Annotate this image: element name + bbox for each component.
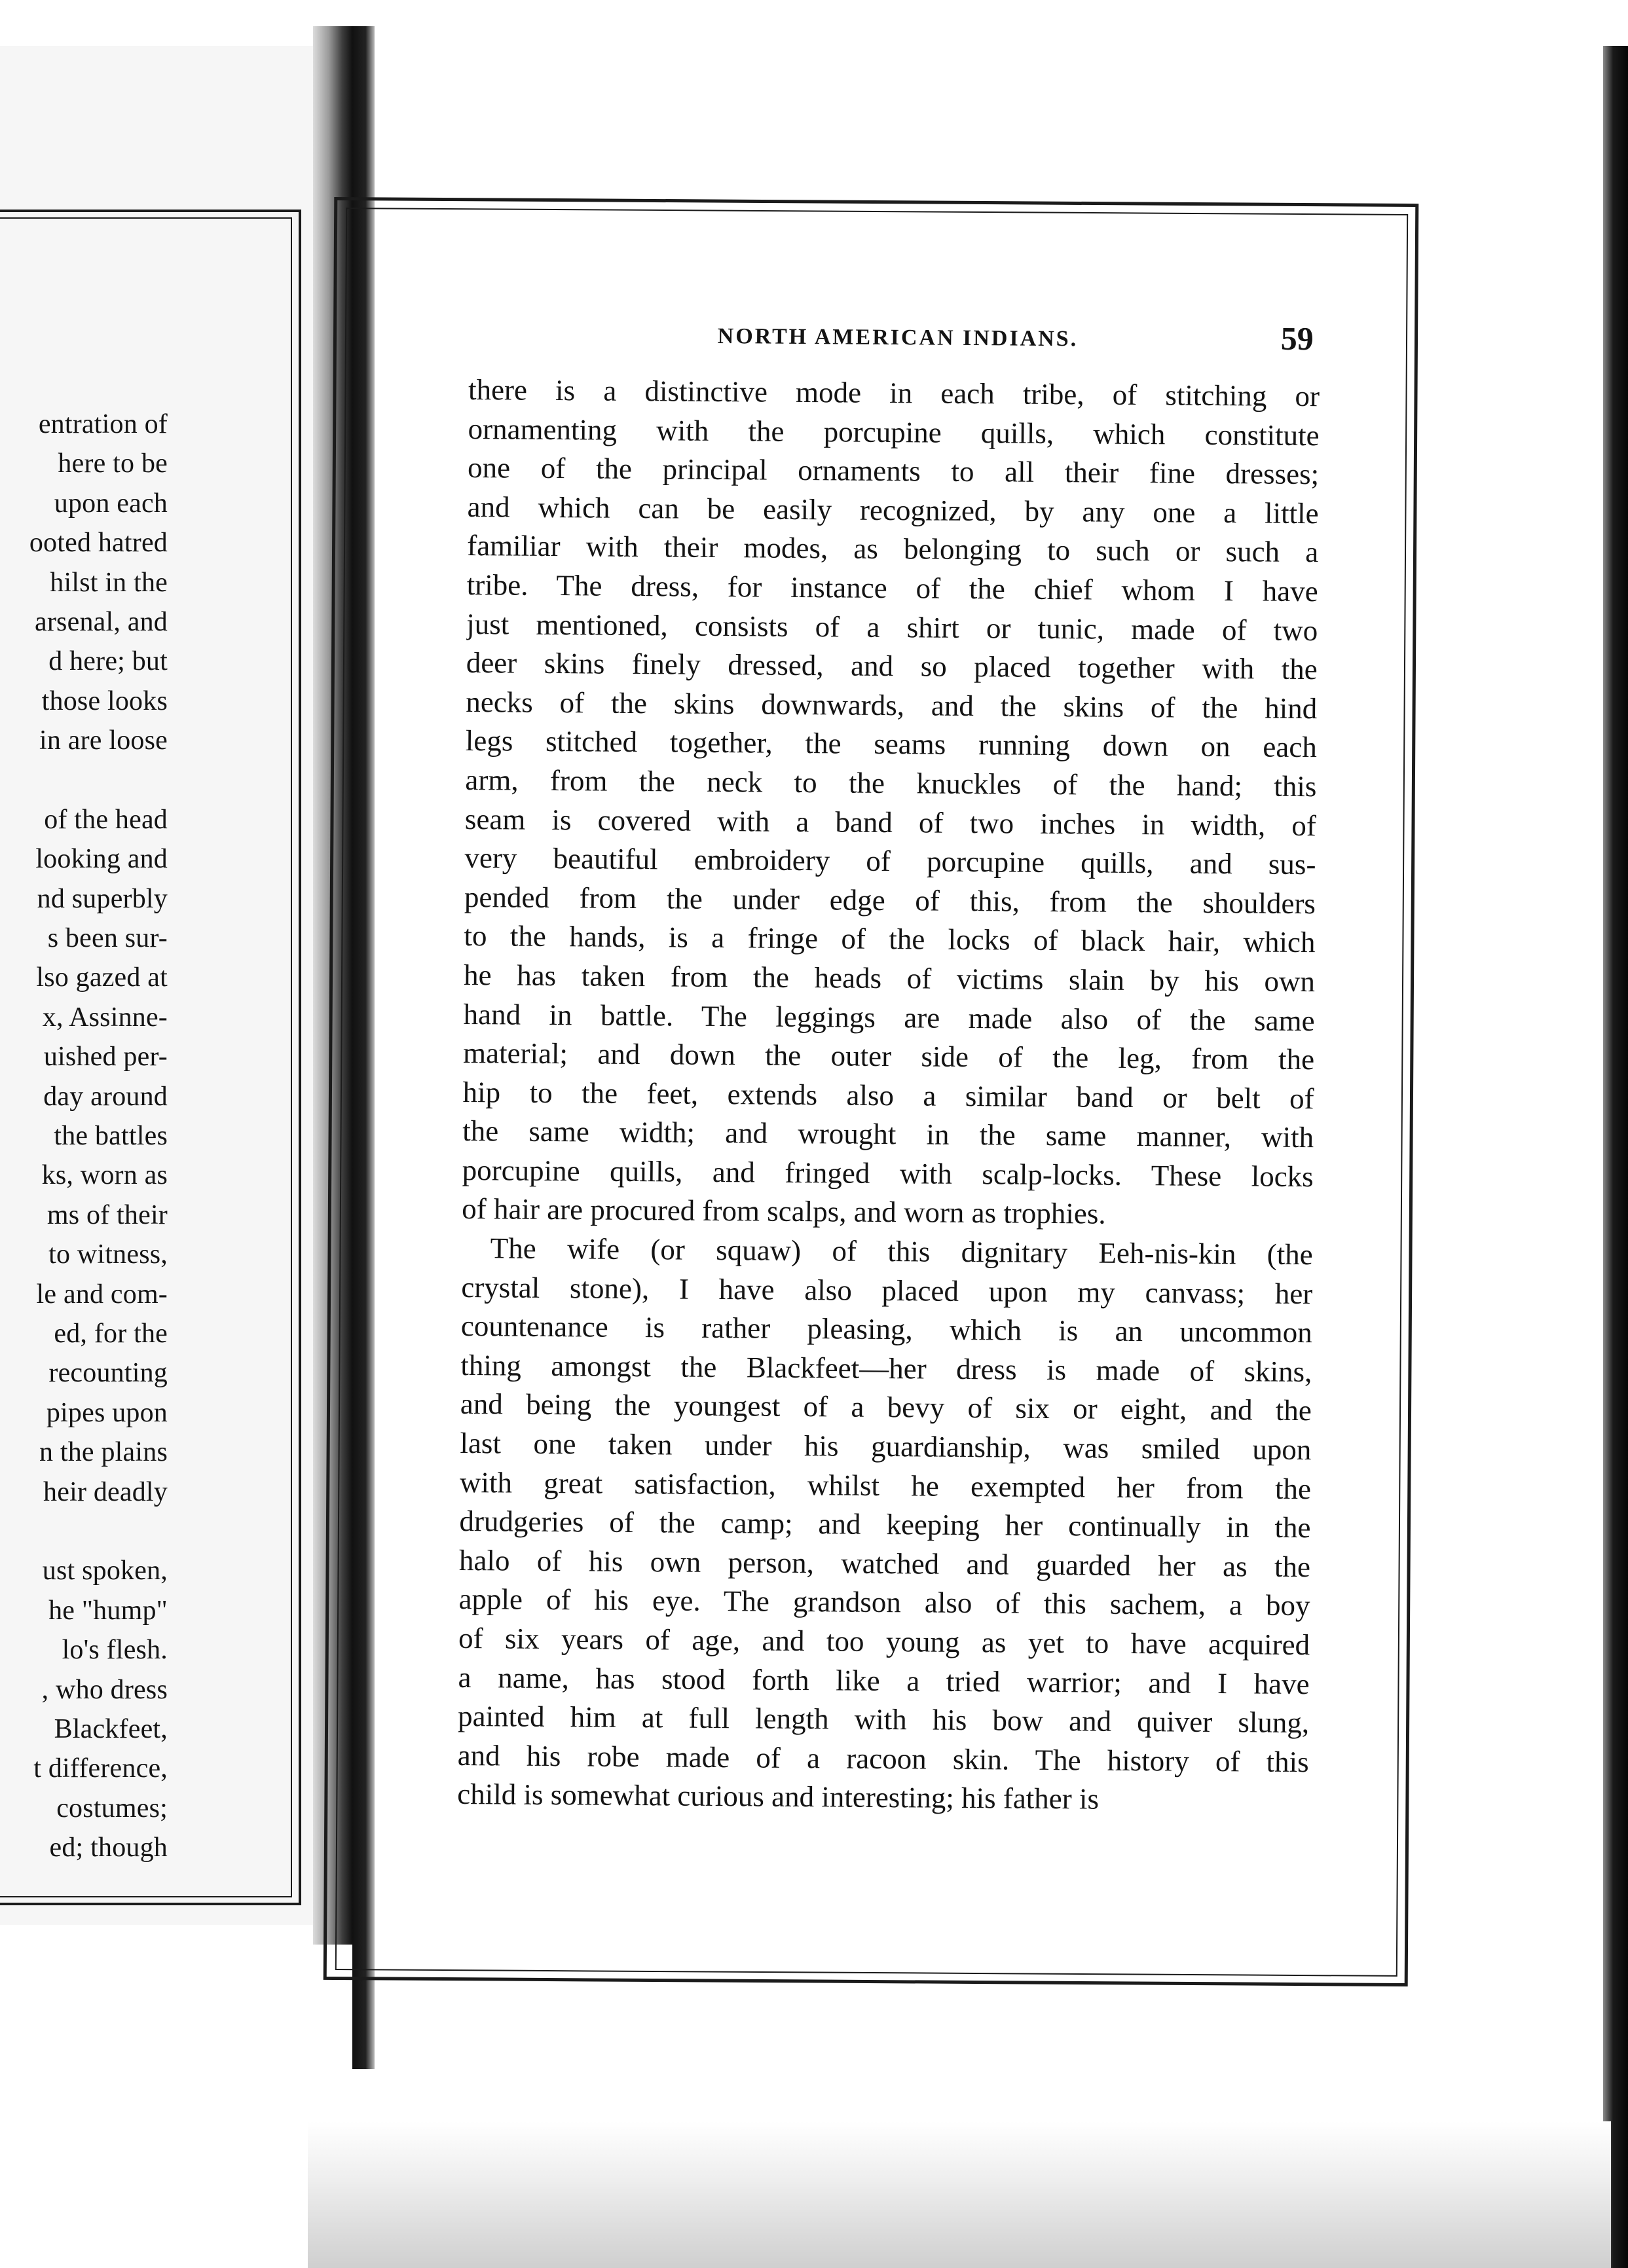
- body-line: drudgeries of the camp; and keeping her continually in the: [459, 1505, 1311, 1545]
- body-line: the same width; and wrought in the same manner, with: [462, 1114, 1314, 1154]
- left-page-line: pipes upon: [46, 1397, 168, 1428]
- left-page-line: the battles: [54, 1121, 168, 1152]
- body-line: just mentioned, consists of a shirt or tunic, made of two: [466, 607, 1318, 647]
- running-head: [468, 313, 1320, 365]
- body-line: legs stitched together, the seams running down on each: [465, 724, 1318, 764]
- left-page-line: recounting: [48, 1358, 168, 1389]
- left-page-line: s been sur-: [47, 923, 168, 954]
- body-line: arm, from the neck to the knuckles of the hand; this: [465, 763, 1317, 803]
- left-page-text-column: [0, 405, 168, 1867]
- left-page-line: [0, 761, 168, 800]
- running-title: NORTH AMERICAN INDIANS.: [717, 323, 1079, 352]
- left-page-line: here to be: [58, 448, 168, 479]
- left-page-line: upon each: [54, 488, 168, 519]
- left-page-line: looking and: [35, 844, 168, 875]
- body-line: hip to the feet, extends also a similar band or belt of: [462, 1075, 1314, 1115]
- left-page-line: t difference,: [33, 1753, 168, 1784]
- left-page-line: x, Assinne-: [42, 1002, 168, 1033]
- left-page-line: arsenal, and: [35, 606, 168, 637]
- bottom-page-shadow: [308, 2121, 1611, 2268]
- body-line: of six years of age, and too young as yet to have acquired: [458, 1621, 1310, 1662]
- body-line: and being the youngest of a bevy of six or eight, and the: [460, 1387, 1312, 1427]
- body-line: to the hands, is a fringe of the locks of black hair, which: [464, 919, 1316, 959]
- left-page-line: , who dress: [41, 1674, 168, 1705]
- left-page-line: ms of their: [46, 1199, 168, 1230]
- left-page-line: of the head: [44, 804, 168, 835]
- body-line: and which can be easily recognized, by any one a little: [467, 490, 1319, 530]
- left-page-line: entration of: [38, 409, 168, 439]
- left-page-line: ks, worn as: [41, 1160, 168, 1191]
- left-page-line: day around: [43, 1081, 168, 1112]
- left-page-line: le and com-: [36, 1279, 168, 1309]
- body-line: one of the principal ornaments to all their fine dresses;: [467, 451, 1320, 491]
- left-page-line: nd superbly: [37, 883, 168, 914]
- page-text-block: [457, 313, 1320, 1821]
- body-line: ornamenting with the porcupine quills, which constitute: [468, 412, 1320, 452]
- body-line: tribe. The dress, for instance of the chief whom I have: [466, 568, 1318, 608]
- body-line: last one taken under his guardianship, was smiled upon: [460, 1426, 1312, 1467]
- left-page-line: in are loose: [39, 725, 168, 756]
- body-line: with great satisfaction, whilst he exempted her from the: [459, 1465, 1312, 1505]
- body-line: material; and down the outer side of the leg, from the: [462, 1036, 1315, 1076]
- body-line: thing amongst the Blackfeet—her dress is made of skins,: [460, 1348, 1312, 1389]
- left-page-line: n the plains: [39, 1437, 168, 1468]
- body-line: deer skins finely dressed, and so placed together with the: [466, 646, 1318, 686]
- left-page: [0, 46, 313, 1925]
- left-page-line: to witness,: [48, 1239, 168, 1270]
- body-line: and his robe made of a racoon skin. The history of this: [457, 1738, 1309, 1778]
- left-page-line: lso gazed at: [36, 962, 168, 993]
- body-line: necks of the skins downwards, and the skins of the hind: [466, 685, 1318, 725]
- left-page-line: he "hump": [48, 1595, 168, 1626]
- body-line: countenance is rather pleasing, which is an uncommon: [460, 1309, 1313, 1349]
- left-page-line: ust spoken,: [42, 1556, 168, 1586]
- body-line: hand in battle. The leggings are made also of the same: [463, 997, 1315, 1037]
- body-line: pended from the under edge of this, from the shoulders: [464, 880, 1316, 920]
- body-line: halo of his own person, watched and guarded her as the: [458, 1543, 1311, 1583]
- left-page-line: ed; though: [49, 1833, 168, 1863]
- body-line: a name, has stood forth like a tried warrior; and I have: [458, 1660, 1310, 1700]
- body-line: painted him at full length with his bow and quiver slung,: [457, 1700, 1310, 1740]
- body-line: he has taken from the heads of victims slain by his own: [463, 958, 1316, 998]
- left-page-line: d here; but: [48, 646, 168, 677]
- page-number: 59: [1280, 320, 1314, 357]
- left-page-line: [0, 1512, 168, 1551]
- body-line: The wife (or squaw) of this dignitary Eeh-nis-kin (the: [490, 1232, 1313, 1271]
- body-line: porcupine quills, and fringed with scalp-locks. These locks: [462, 1153, 1314, 1194]
- left-page-line: lo's flesh.: [62, 1635, 168, 1666]
- body-line: seam is covered with a band of two inches in width, of: [464, 802, 1317, 842]
- body-line: there is a distinctive mode in each tribe, of stitching or: [468, 373, 1320, 413]
- left-page-line: uished per-: [43, 1042, 168, 1072]
- left-page-line: costumes;: [56, 1793, 168, 1823]
- body-line: apple of his eye. The grandson also of this sachem, a boy: [458, 1582, 1310, 1622]
- left-page-line: Blackfeet,: [54, 1713, 168, 1744]
- left-page-line: heir deadly: [43, 1476, 168, 1507]
- body-line: crystal stone), I have also placed upon my canvass; her: [461, 1270, 1313, 1310]
- body-line: of hair are procured from scalps, and worn as trophies.: [462, 1192, 1106, 1231]
- body-line: familiar with their modes, as belonging to such or such a: [467, 529, 1319, 569]
- body-text: [457, 371, 1320, 1821]
- body-line: child is somewhat curious and interesting; his father is: [457, 1778, 1100, 1816]
- left-page-line: ed, for the: [54, 1318, 168, 1349]
- left-page-line: hilst in the: [50, 567, 168, 598]
- body-line: very beautiful embroidery of porcupine quills, and sus-: [464, 841, 1316, 881]
- left-page-line: ooted hatred: [29, 528, 168, 558]
- right-page-edge-shadow: [1603, 46, 1628, 2268]
- left-page-line: those looks: [41, 686, 168, 716]
